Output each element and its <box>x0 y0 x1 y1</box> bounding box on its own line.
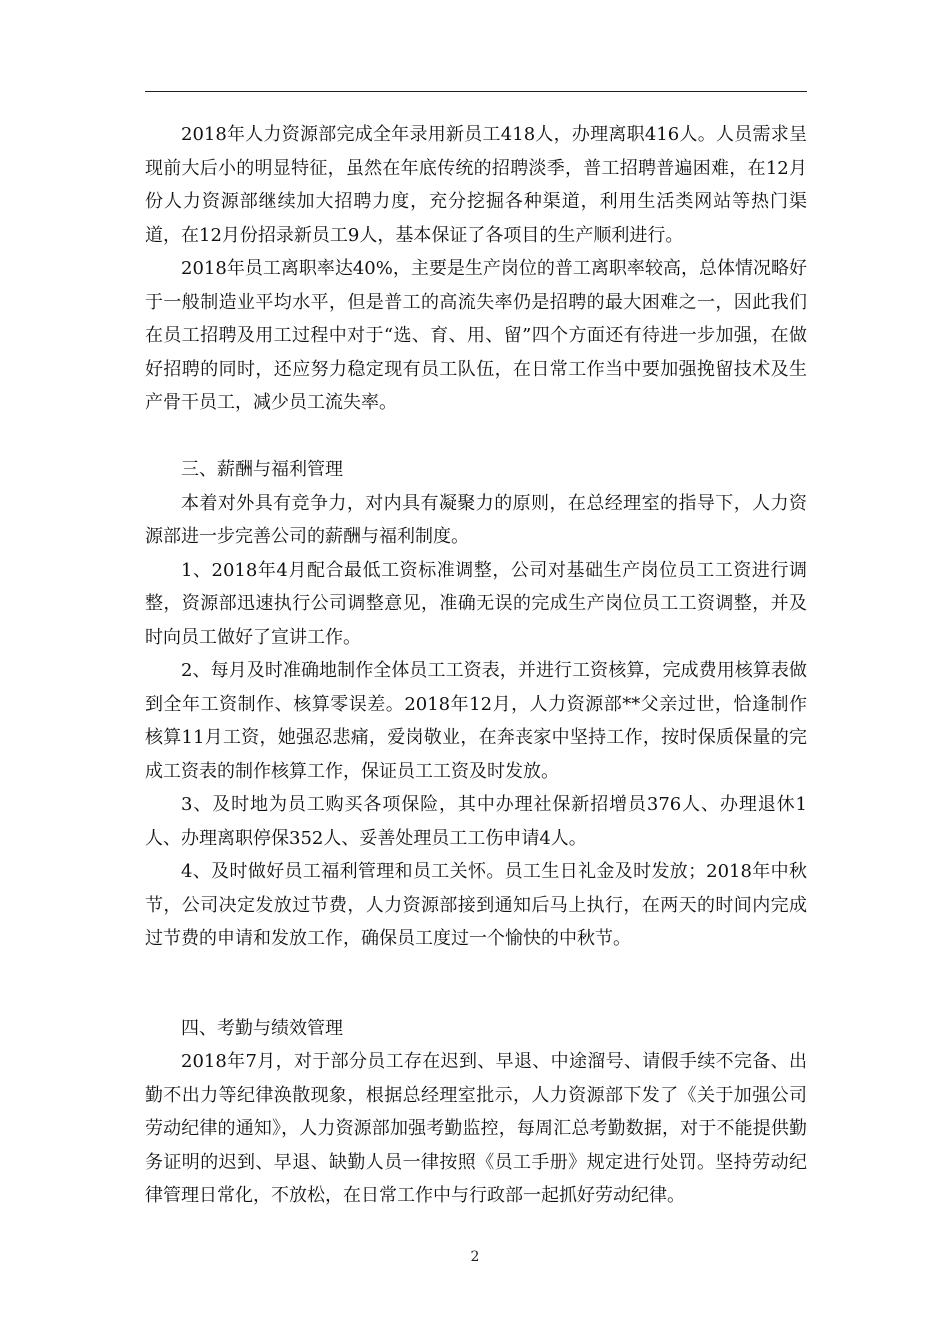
paragraph-turnover-rate: 2018年员工离职率达40%，主要是生产岗位的普工离职率较高，总体情况略好于一般制造业平均水平，但是普工的高流失率仍是招聘的最大困难之一，因此我们在员工招聘及用工过程中对于“选、育、用、留”四个方面还有待进一步加强，在做好招聘的同时，还应努力稳定现有员工队伍，在日常工作当中要加强挽留技术及生产骨干员工，减少员工流失率。 <box>145 258 807 413</box>
document-body <box>145 118 807 1213</box>
header-rule <box>145 91 807 92</box>
section-spacer <box>145 956 807 1012</box>
paragraph-compensation-item-2: 2、每月及时准确地制作全体员工工资表，并进行工资核算，完成费用核算表做到全年工资制作、核算零误差。2018年12月，人力资源部**父亲过世，恰逢制作核算11月工资，她强忍悲痛，爱岗敬业，在奔丧家中坚持工作，按时保质保量的完成工资表的制作核算工作，保证员工工资及时发放。 <box>145 660 807 782</box>
paragraph-compensation-item-3: 3、及时地为员工购买各项保险，其中办理社保新招增员376人、办理退休1人、办理离职停保352人、妥善处理员工工伤申请4人。 <box>145 794 807 849</box>
paragraph-compensation-item-1: 1、2018年4月配合最低工资标准调整，公司对基础生产岗位员工工资进行调整，资源部迅速执行公司调整意见，准确无误的完成生产岗位员工工资调整，并及时向员工做好了宣讲工作。 <box>145 559 807 648</box>
section-spacer <box>145 420 807 454</box>
paragraph-recruitment-summary: 2018年人力资源部完成全年录用新员工418人，办理离职416人。人员需求呈现前大后小的明显特征，虽然在年底传统的招聘淡季，普工招聘普遍困难，在12月份人力资源部继续加大招聘力度，充分挖掘各种渠道，利用生活类网站等热门渠道，在12月份招录新员工9人，基本保证了各项目的生产顺利进行。 <box>145 124 807 246</box>
section-heading-attendance: 四、考勤与绩效管理 <box>181 1017 343 1039</box>
section-heading-compensation: 三、薪酬与福利管理 <box>181 459 343 480</box>
paragraph-compensation-item-4: 4、及时做好员工福利管理和员工关怀。员工生日礼金及时发放；2018年中秋节，公司决定发放过节费，人力资源部接到通知后马上执行，在两天的时间内完成过节费的申请和发放工作，确保员工度过一个愉快的中秋节。 <box>145 861 807 949</box>
page-number: 2 <box>470 1249 480 1265</box>
paragraph-attendance-discipline: 2018年7月，对于部分员工存在迟到、早退、中途溜号、请假手续不完备、出勤不出力等纪律涣散现象，根据总经理室批示，人力资源部下发了《关于加强公司劳动纪律的通知》，人力资源部加强考勤监控，每周汇总考勤数据，对于不能提供勤务证明的迟到、早退、缺勤人员一律按照《员工手册》规定进行处罚。坚持劳动纪律管理日常化，不放松，在日常工作中与行政部一起抓好劳动纪律。 <box>145 1051 807 1206</box>
paragraph-compensation-intro: 本着对外具有竞争力，对内具有凝聚力的原则，在总经理室的指导下，人力资源部进一步完善公司的薪酬与福利制度。 <box>145 492 807 547</box>
